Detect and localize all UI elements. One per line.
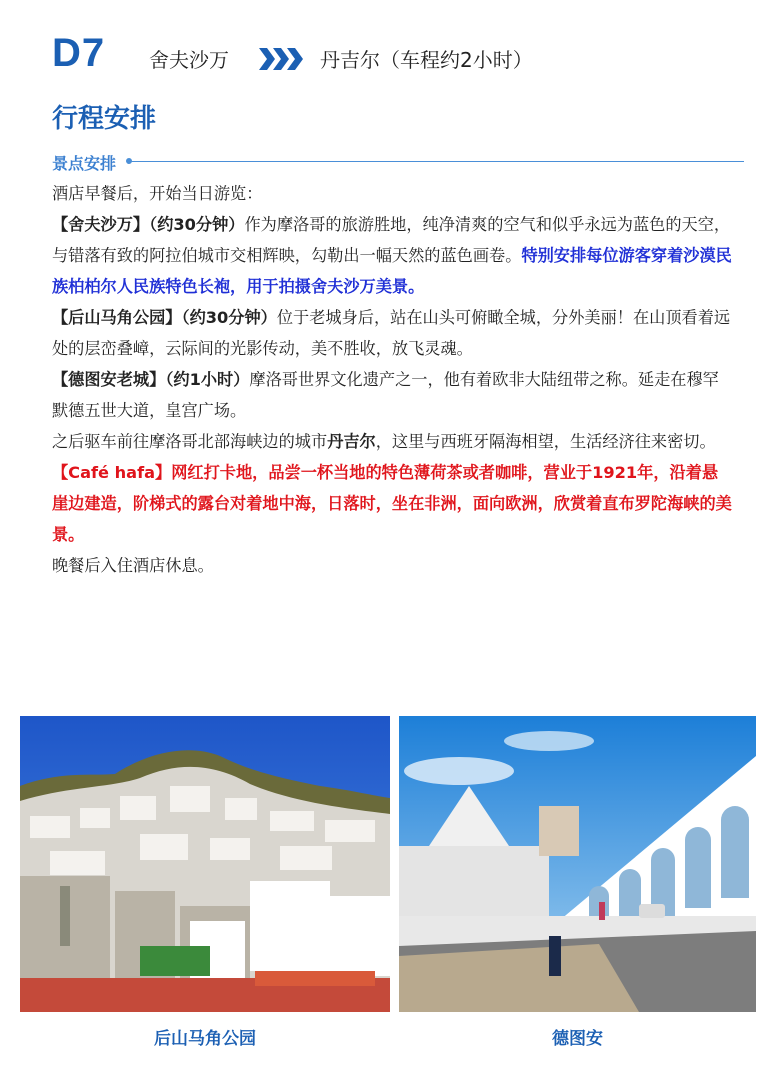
triple-chevron-right-icon: [259, 48, 305, 70]
cafe-paragraph: [52, 457, 732, 550]
hill-park-paragraph: [52, 302, 732, 364]
chefchaouen-highlight: 特别安排每位游客穿着沙漠民族柏柏尔人民族特色长袍，用于拍摄舍夫沙万美景。: [52, 246, 732, 296]
tetouan-photo: [399, 716, 756, 1012]
route-to: 丹吉尔（车程约2小时）: [320, 48, 533, 72]
route-from: 舍夫沙万: [149, 48, 229, 72]
cafe-hafa-text: 【Café hafa】网红打卡地，品尝一杯当地的特色薄荷茶或者咖啡，营业于1921年，沿着悬崖边建造，阶梯式的露台对着地中海，日落时，坐在非洲，面向欧洲，欣赏着直布罗陀海峡的美景。: [52, 463, 732, 544]
tetouan-caption: 德图安: [552, 1029, 603, 1049]
intro-paragraph: [52, 178, 732, 209]
section-title: 行程安排: [52, 104, 157, 134]
chefchaouen-paragraph: [52, 209, 732, 302]
transfer-city: 丹吉尔: [327, 432, 376, 451]
evening-text: 晚餐后入住酒店休息。: [52, 556, 214, 575]
intro-text: 酒店早餐后，开始当日游览：: [52, 184, 263, 203]
hill-park-name: 【后山马角公园】（约30分钟）: [52, 308, 277, 327]
tetouan-desc: 摩洛哥世界文化遗产之一，他有着欧非大陆纽带之称。延走在穆罕默德五世大道，皇宫广场。: [52, 370, 719, 420]
day-number: D7: [52, 31, 106, 75]
transfer-before: 之后驱车前往摩洛哥北部海峡边的城市: [52, 432, 328, 451]
chefchaouen-name: 【舍夫沙万】（约30分钟）: [52, 215, 245, 234]
sub-section-rule: [128, 161, 744, 162]
evening-paragraph: [52, 550, 732, 581]
transfer-paragraph: [52, 426, 732, 457]
hill-park-caption: 后山马角公园: [154, 1029, 256, 1049]
tetouan-name: 【德图安老城】（约1小时）: [52, 370, 250, 389]
tetouan-paragraph: [52, 364, 732, 426]
chefchaouen-desc: 作为摩洛哥的旅游胜地，纯净清爽的空气和似乎永远为蓝色的天空，与错落有致的阿拉伯城市交相辉映，勾勒出一幅天然的蓝色画卷。: [52, 215, 731, 265]
hill-park-desc: 位于老城身后，站在山头可俯瞰全城，分外美丽！在山顶看着远处的层峦叠嶂，云际间的光影传动，美不胜收，放飞灵魂。: [52, 308, 731, 358]
itinerary-text: [52, 178, 732, 581]
hill-park-photo: [20, 716, 390, 1012]
sub-section-title: 景点安排: [52, 154, 117, 173]
transfer-after: ，这里与西班牙隔海相望，生活经济往来密切。: [375, 432, 716, 451]
day-header: [52, 30, 752, 80]
